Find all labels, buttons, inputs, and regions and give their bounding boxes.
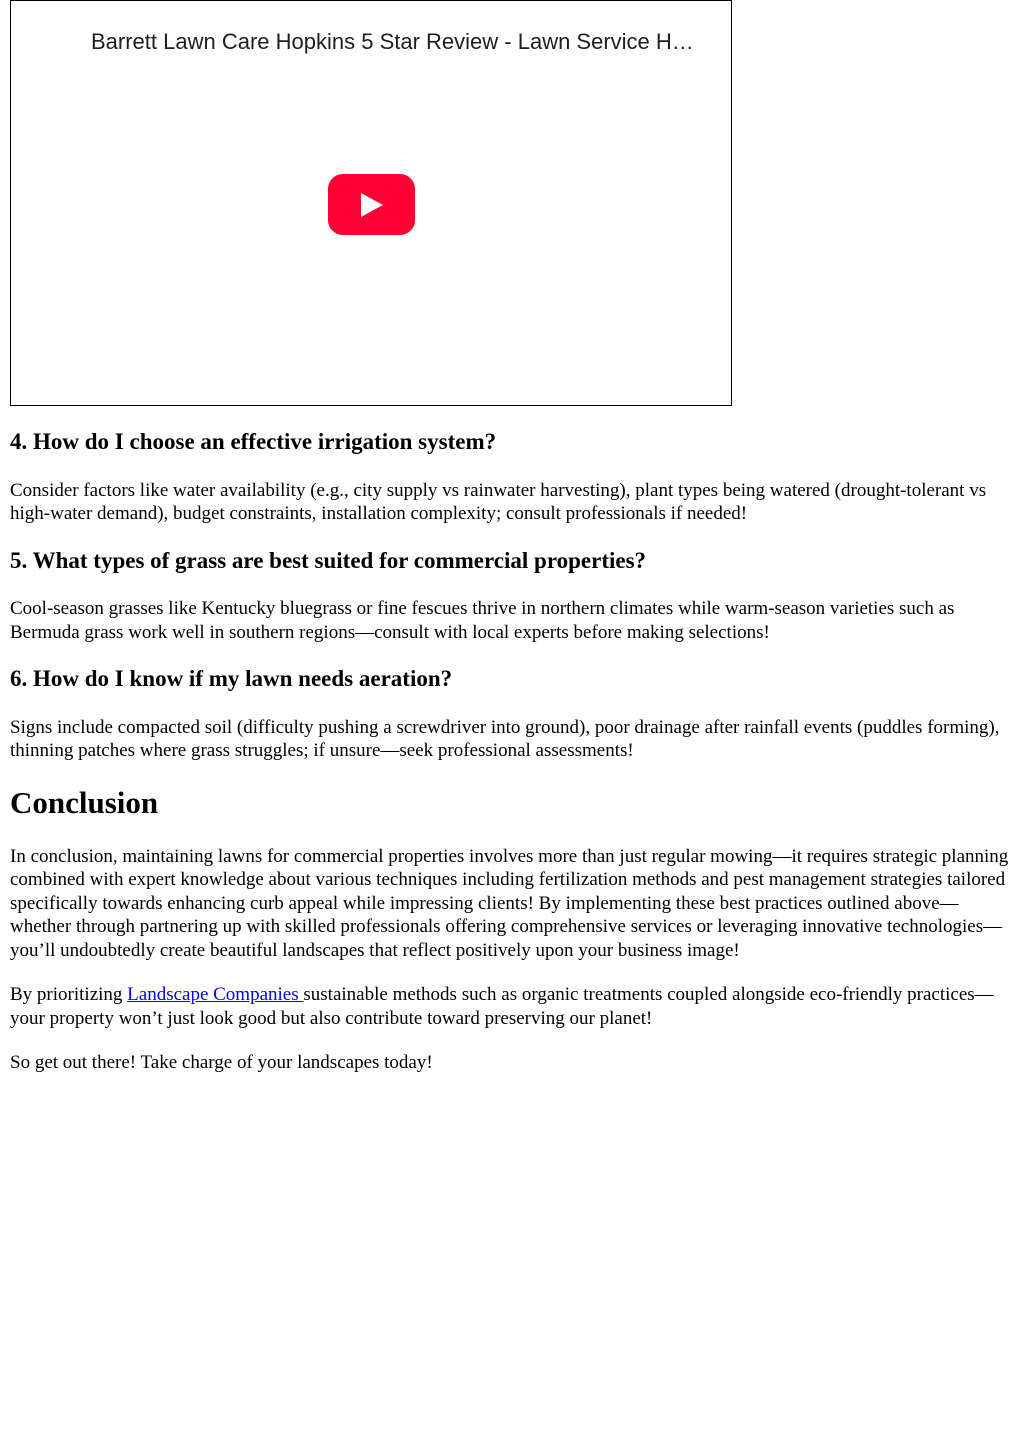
play-button[interactable] xyxy=(328,174,415,235)
faq-answer-6: Signs include compacted soil (difficulty pushing a screwdriver into ground), poor drainage after rainfall events (puddles forming), thinning patches where grass struggles; if unsure—seek professional assessments! xyxy=(10,716,1000,762)
faq-question-6: 6. How do I know if my lawn needs aeration? xyxy=(10,666,453,692)
faq-question-5: 5. What types of grass are best suited for commercial properties? xyxy=(10,547,647,573)
conclusion-paragraph-3: So get out there! Take charge of your landscapes today! xyxy=(10,1052,433,1074)
article-content xyxy=(10,428,1016,1096)
faq-answer-5: Cool-season grasses like Kentucky bluegrass or fine fescues thrive in northern climates while warm-season varieties such as Bermuda grass work well in southern regions—consult with local experts before making selections! xyxy=(10,598,955,643)
landscape-companies-link[interactable]: Landscape Companies xyxy=(127,984,304,1006)
play-icon xyxy=(359,191,385,219)
faq-answer-4: Consider factors like water availability (e.g., city supply vs rainwater harvesting), plant types being watered (drought-tolerant vs high-water demand), budget constraints, installation complexity; consult professionals if needed! xyxy=(10,479,987,525)
video-title[interactable]: Barrett Lawn Care Hopkins 5 Star Review - Lawn Service H… xyxy=(91,29,694,54)
conclusion-heading: Conclusion xyxy=(10,784,159,820)
paragraph-2-trail-text: sustainable methods such as organic treatments coupled alongside eco-friendly practices—your property won’t just look good but also contribute toward preserving our planet! xyxy=(10,984,994,1029)
conclusion-paragraph-1: In conclusion, maintaining lawns for commercial properties involves more than just regular mowing—it requires strategic planning combined with expert knowledge about various techniques including fertilization methods and pest management strategies tailored specifically towards enhancing curb appeal while impressing clients! By implementing these best practices outlined above—whether through partnering up with skilled professionals offering comprehensive services or leveraging innovative technologies—you’ll undoubtedly create beautiful landscapes that reflect positively upon your business image! xyxy=(10,845,1009,961)
faq-question-4: 4. How do I choose an effective irrigation system? xyxy=(10,429,497,454)
conclusion-paragraph-2 xyxy=(10,983,1016,1030)
youtube-embed[interactable] xyxy=(10,0,732,406)
paragraph-2-lead-text: By prioritizing xyxy=(10,984,128,1006)
